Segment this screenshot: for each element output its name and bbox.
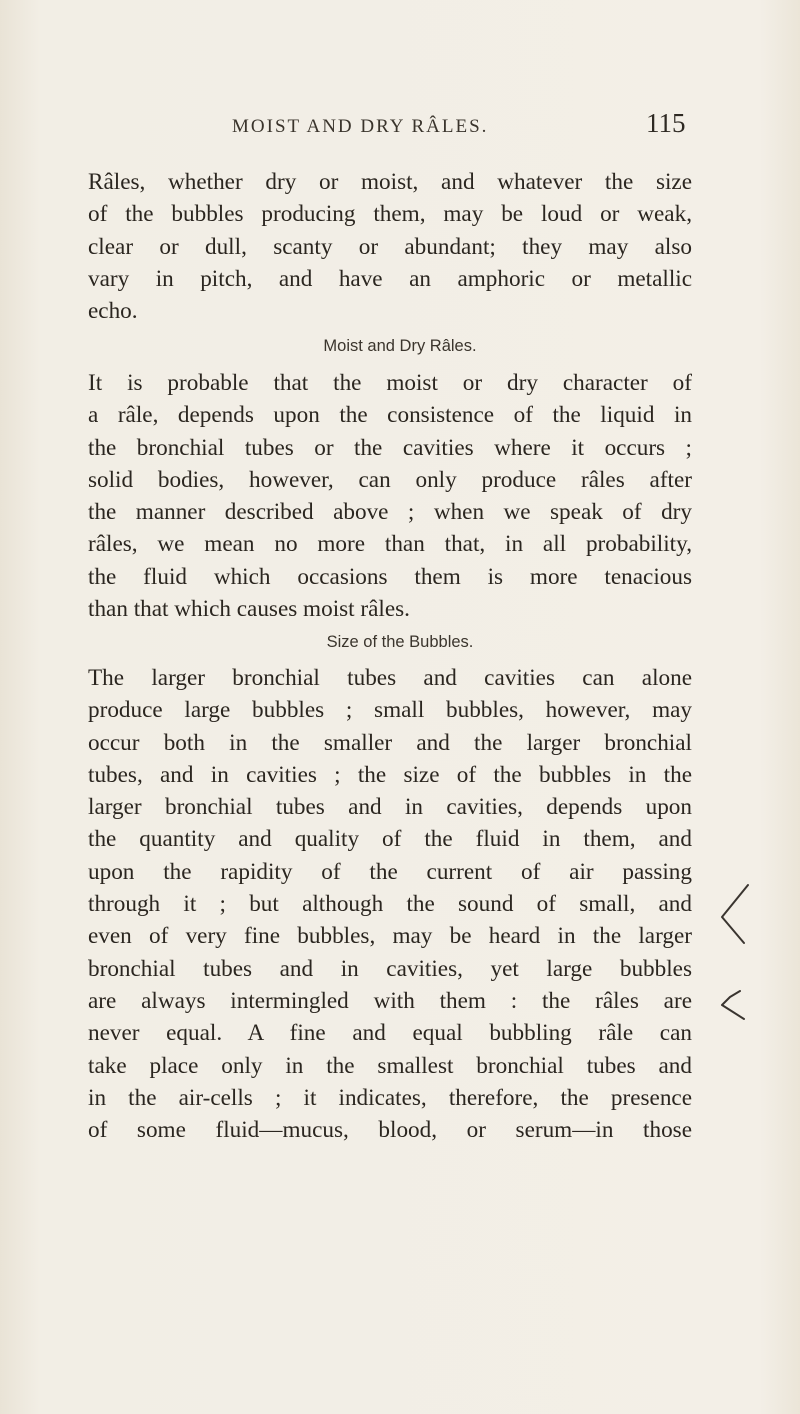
text-line: a râle, depends upon the consistence of the liquid in xyxy=(88,402,692,429)
text-line: Râles, whether dry or moist, and whatever the size xyxy=(88,169,692,195)
text-line: the manner described above ; when we speak of dry xyxy=(88,499,692,526)
page-number: 115 xyxy=(646,108,686,138)
text-line: bronchial tubes and in cavities, yet large bubbles xyxy=(88,955,692,982)
text-line: the fluid which occasions them is more tenacious xyxy=(88,563,692,590)
section-heading-bubble-size: Size of the Bubbles. xyxy=(326,633,474,651)
text-line: never equal. A fine and equal bubbling râle can xyxy=(88,1020,692,1047)
text-line: The larger bronchial tubes and cavities can alone xyxy=(88,665,692,691)
text-line: than that which causes moist râles. xyxy=(88,596,410,623)
running-head: MOIST AND DRY RÂLES. xyxy=(232,116,489,137)
text-line: vary in pitch, and have an amphoric or metallic xyxy=(88,265,692,292)
text-line: of some fluid—mucus, blood, or serum—in those xyxy=(88,1117,692,1144)
text-line: occur both in the smaller and the larger bronchial xyxy=(88,729,692,756)
text-line: It is probable that the moist or dry character of xyxy=(88,370,692,396)
text-line: râles, we mean no more than that, in all probability, xyxy=(88,531,692,558)
text-line: echo. xyxy=(88,298,138,325)
text-line: tubes, and in cavities ; the size of the bubbles in the xyxy=(88,761,692,788)
intro-paragraph xyxy=(88,166,692,327)
text-line: through it ; but although the sound of small, and xyxy=(88,891,692,918)
text-line: the bronchial tubes or the cavities where it occurs ; xyxy=(88,434,692,461)
text-line: larger bronchial tubes and in cavities, depends upon xyxy=(88,794,692,821)
text-line: upon the rapidity of the current of air passing xyxy=(88,858,692,885)
moist-dry-paragraph xyxy=(88,367,692,625)
handwritten-margin-mark xyxy=(700,883,760,1033)
text-line: even of very fine bubbles, may be heard in the larger xyxy=(88,923,692,950)
text-line: of the bubbles producing them, may be loud or weak, xyxy=(88,201,692,228)
bubble-size-paragraph xyxy=(88,662,692,1146)
text-line: in the air-cells ; it indicates, therefore, the presence xyxy=(88,1084,692,1111)
text-line: take place only in the smallest bronchial tubes and xyxy=(88,1052,692,1079)
text-line: clear or dull, scanty or abundant; they may also xyxy=(88,233,692,260)
text-line: the quantity and quality of the fluid in them, and xyxy=(88,826,692,853)
text-line: are always intermingled with them : the râles are xyxy=(88,987,692,1014)
text-line: solid bodies, however, can only produce râles after xyxy=(88,466,692,493)
section-heading-moist-dry: Moist and Dry Râles. xyxy=(323,337,477,355)
text-line: produce large bubbles ; small bubbles, however, may xyxy=(88,697,692,724)
